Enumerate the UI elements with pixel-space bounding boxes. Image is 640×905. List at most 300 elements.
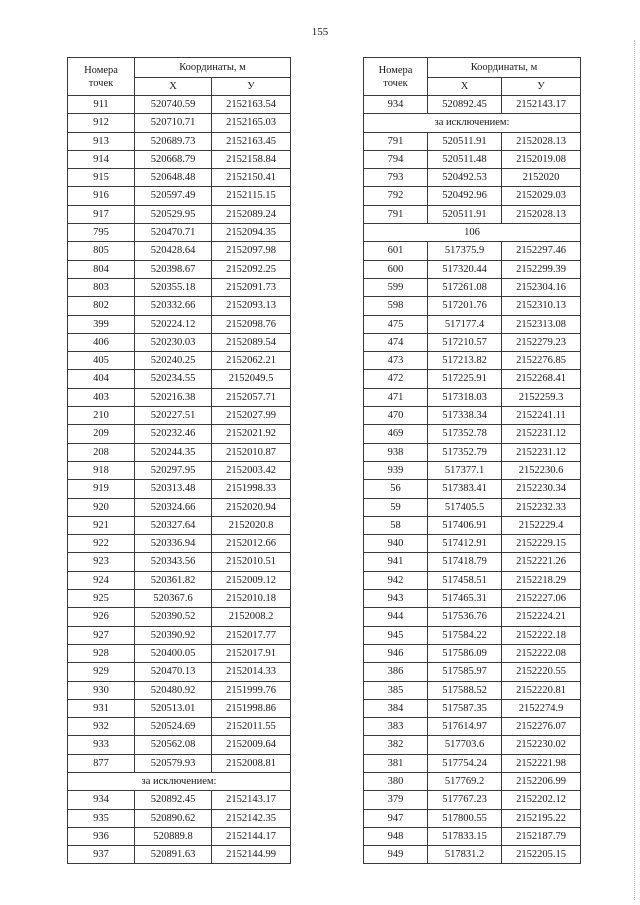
y-coordinate-cell: 2152017.77 [212,626,291,644]
x-coordinate-cell: 517418.79 [428,553,502,571]
table-row [364,132,581,150]
point-number-cell: 471 [364,388,428,406]
y-coordinate-cell: 2152062.21 [212,352,291,370]
x-coordinate-cell: 520524.69 [135,718,212,736]
x-coordinate-cell: 520740.59 [135,96,212,114]
x-coordinate-cell: 517320.44 [428,260,502,278]
y-coordinate-cell: 2152220.81 [502,681,581,699]
point-number-cell: 919 [68,480,135,498]
y-coordinate-cell: 2152027.99 [212,407,291,425]
table-row [68,407,291,425]
y-coordinate-cell: 2152231.12 [502,443,581,461]
y-coordinate-cell: 2152144.17 [212,827,291,845]
point-number-cell: 403 [68,388,135,406]
point-number-cell: 379 [364,791,428,809]
point-number-cell: 399 [68,315,135,333]
point-number-cell: 920 [68,498,135,516]
table-row [364,370,581,388]
point-number-cell: 472 [364,370,428,388]
x-coordinate-cell: 520579.93 [135,754,212,772]
table-row [364,626,581,644]
y-coordinate-cell: 2152012.66 [212,535,291,553]
x-coordinate-cell: 517833.15 [428,827,502,845]
y-coordinate-cell: 2152227.06 [502,590,581,608]
y-coordinate-cell: 2151998.86 [212,699,291,717]
point-number-cell: 599 [364,278,428,296]
table-row [68,96,291,114]
y-coordinate-cell: 2152279.23 [502,333,581,351]
table-row [364,791,581,809]
x-coordinate-cell: 520892.45 [428,96,502,114]
y-coordinate-cell: 2152091.73 [212,278,291,296]
table-row [68,480,291,498]
point-number-cell: 947 [364,809,428,827]
y-coordinate-cell: 2152008.81 [212,754,291,772]
table-row [364,699,581,717]
point-number-cell: 473 [364,352,428,370]
point-number-cell: 925 [68,590,135,608]
table-row [68,425,291,443]
point-number-cell: 938 [364,443,428,461]
y-coordinate-cell: 2152003.42 [212,461,291,479]
point-number-cell: 791 [364,205,428,223]
x-coordinate-cell: 520492.53 [428,169,502,187]
y-coordinate-cell: 2152021.92 [212,425,291,443]
table-row [68,205,291,223]
point-number-cell: 930 [68,681,135,699]
y-coordinate-cell: 2152020.8 [212,516,291,534]
table-row [68,260,291,278]
x-coordinate-cell: 517375.9 [428,242,502,260]
y-coordinate-cell: 2152115.15 [212,187,291,205]
table-row [364,827,581,845]
point-number-cell: 932 [68,718,135,736]
point-number-cell: 940 [364,535,428,553]
point-number-cell: 803 [68,278,135,296]
scan-edge-line [634,40,636,900]
x-coordinate-cell: 520240.25 [135,352,212,370]
point-number-cell: 928 [68,644,135,662]
point-number-cell: 600 [364,260,428,278]
table-body [364,96,581,864]
y-coordinate-cell: 2152011.55 [212,718,291,736]
table-row [364,205,581,223]
table-row [364,333,581,351]
x-coordinate-cell: 520232.46 [135,425,212,443]
point-number-cell: 805 [68,242,135,260]
y-coordinate-cell: 2152008.2 [212,608,291,626]
table-row [68,699,291,717]
table-row [68,187,291,205]
y-coordinate-cell: 2152028.13 [502,132,581,150]
y-coordinate-cell: 2152009.64 [212,736,291,754]
table-row [68,461,291,479]
x-coordinate-cell: 520480.92 [135,681,212,699]
section-label: за исключением: [364,114,581,132]
x-coordinate-cell: 520355.18 [135,278,212,296]
y-coordinate-cell: 2152276.07 [502,718,581,736]
x-coordinate-cell: 517352.78 [428,425,502,443]
point-number-cell: 601 [364,242,428,260]
y-coordinate-cell: 2152093.13 [212,297,291,315]
y-coordinate-cell: 2152010.87 [212,443,291,461]
point-number-cell: 382 [364,736,428,754]
point-number-cell: 939 [364,461,428,479]
point-number-cell: 404 [68,370,135,388]
table-row [68,827,291,845]
y-header: У [212,78,291,96]
table-row [68,443,291,461]
x-coordinate-cell: 517213.82 [428,352,502,370]
point-number-cell: 406 [68,333,135,351]
x-coordinate-cell: 520511.48 [428,150,502,168]
point-number-cell: 924 [68,571,135,589]
y-coordinate-cell: 2152268.41 [502,370,581,388]
y-coordinate-cell: 2152142.35 [212,809,291,827]
x-coordinate-cell: 520313.48 [135,480,212,498]
x-coordinate-cell: 520511.91 [428,205,502,223]
section-label: 106 [364,224,581,242]
table-body [68,96,291,864]
x-coordinate-cell: 517536.76 [428,608,502,626]
point-number-cell: 405 [68,352,135,370]
x-coordinate-cell: 520390.52 [135,608,212,626]
table-row [68,791,291,809]
point-number-cell: 917 [68,205,135,223]
y-coordinate-cell: 2152028.13 [502,205,581,223]
x-coordinate-cell: 520244.35 [135,443,212,461]
point-number-cell: 935 [68,809,135,827]
y-coordinate-cell: 2152230.02 [502,736,581,754]
x-coordinate-cell: 517405.5 [428,498,502,516]
y-coordinate-cell: 2152094.35 [212,224,291,242]
x-coordinate-cell: 517465.31 [428,590,502,608]
x-coordinate-cell: 520327.64 [135,516,212,534]
table-row [364,718,581,736]
y-coordinate-cell: 2152020 [502,169,581,187]
table-row [364,754,581,772]
point-number-cell: 58 [364,516,428,534]
table-row [68,315,291,333]
point-number-cell: 792 [364,187,428,205]
x-coordinate-cell: 517412.91 [428,535,502,553]
x-coordinate-cell: 520689.73 [135,132,212,150]
table-row [68,516,291,534]
point-number-cell: 381 [364,754,428,772]
y-coordinate-cell: 2152143.17 [212,791,291,809]
x-coordinate-cell: 517767.23 [428,791,502,809]
point-number-header: Номера точек [68,58,135,96]
table-row [364,150,581,168]
table-row [364,535,581,553]
y-coordinate-cell: 2152304.16 [502,278,581,296]
x-coordinate-cell: 517769.2 [428,772,502,790]
x-coordinate-cell: 517754.24 [428,754,502,772]
point-number-cell: 926 [68,608,135,626]
x-coordinate-cell: 520332.66 [135,297,212,315]
y-coordinate-cell: 2152230.6 [502,461,581,479]
y-coordinate-cell: 2152222.18 [502,626,581,644]
x-coordinate-cell: 520367.6 [135,590,212,608]
y-coordinate-cell: 2152150.41 [212,169,291,187]
point-number-cell: 931 [68,699,135,717]
x-coordinate-cell: 520562.08 [135,736,212,754]
y-coordinate-cell: 2152089.24 [212,205,291,223]
table-row [364,608,581,626]
point-number-cell: 56 [364,480,428,498]
table-row [364,315,581,333]
x-coordinate-cell: 520216.38 [135,388,212,406]
x-coordinate-cell: 520710.71 [135,114,212,132]
y-coordinate-cell: 2152274.9 [502,699,581,717]
x-coordinate-cell: 520297.95 [135,461,212,479]
x-coordinate-cell: 520470.71 [135,224,212,242]
point-number-cell: 936 [68,827,135,845]
x-coordinate-cell: 517201.76 [428,297,502,315]
x-coordinate-cell: 520890.62 [135,809,212,827]
point-number-cell: 385 [364,681,428,699]
y-coordinate-cell: 2152232.33 [502,498,581,516]
y-coordinate-cell: 2152098.76 [212,315,291,333]
coordinates-table-left [67,57,291,864]
x-coordinate-cell: 520390.92 [135,626,212,644]
x-coordinate-cell: 520648.48 [135,169,212,187]
point-number-cell: 380 [364,772,428,790]
table-row [68,590,291,608]
table-row [68,388,291,406]
y-header: У [502,78,581,96]
x-coordinate-cell: 517406.91 [428,516,502,534]
point-number-cell: 912 [68,114,135,132]
y-coordinate-cell: 2152163.45 [212,132,291,150]
y-coordinate-cell: 2152097.98 [212,242,291,260]
table-row [68,553,291,571]
x-header: X [135,78,212,96]
point-number-cell: 208 [68,443,135,461]
y-coordinate-cell: 2152229.15 [502,535,581,553]
table-row [364,772,581,790]
point-number-cell: 877 [68,754,135,772]
y-coordinate-cell: 2152224.21 [502,608,581,626]
y-coordinate-cell: 2152206.99 [502,772,581,790]
x-coordinate-cell: 517587.35 [428,699,502,717]
y-coordinate-cell: 2152089.54 [212,333,291,351]
point-number-cell: 383 [364,718,428,736]
table-row [68,681,291,699]
table-row [364,278,581,296]
x-coordinate-cell: 517831.2 [428,846,502,864]
table-row [364,809,581,827]
point-number-cell: 802 [68,297,135,315]
table-row [68,754,291,772]
point-number-cell: 927 [68,626,135,644]
y-coordinate-cell: 2152019.08 [502,150,581,168]
table-row [68,535,291,553]
y-coordinate-cell: 2152221.26 [502,553,581,571]
table-row [364,187,581,205]
x-coordinate-cell: 517703.6 [428,736,502,754]
x-coordinate-cell: 517588.52 [428,681,502,699]
x-coordinate-cell: 517584.22 [428,626,502,644]
table-row [68,626,291,644]
point-number-cell: 922 [68,535,135,553]
point-number-cell: 793 [364,169,428,187]
x-coordinate-cell: 520428.64 [135,242,212,260]
point-number-cell: 948 [364,827,428,845]
point-number-cell: 384 [364,699,428,717]
table-row [364,553,581,571]
x-coordinate-cell: 520892.45 [135,791,212,809]
x-coordinate-cell: 520891.63 [135,846,212,864]
x-coordinate-cell: 520597.49 [135,187,212,205]
x-coordinate-cell: 520668.79 [135,150,212,168]
y-coordinate-cell: 2152276.85 [502,352,581,370]
y-coordinate-cell: 2152143.17 [502,96,581,114]
point-number-cell: 791 [364,132,428,150]
point-number-cell: 59 [364,498,428,516]
y-coordinate-cell: 2152020.94 [212,498,291,516]
point-number-cell: 929 [68,663,135,681]
x-coordinate-cell: 520398.67 [135,260,212,278]
x-coordinate-cell: 520470.13 [135,663,212,681]
point-number-cell: 474 [364,333,428,351]
point-number-cell: 210 [68,407,135,425]
point-number-cell: 942 [364,571,428,589]
table-row [364,590,581,608]
y-coordinate-cell: 2152220.55 [502,663,581,681]
point-number-cell: 475 [364,315,428,333]
point-number-cell: 209 [68,425,135,443]
point-number-cell: 913 [68,132,135,150]
x-coordinate-cell: 517352.79 [428,443,502,461]
table-row [364,169,581,187]
y-coordinate-cell: 2152222.08 [502,644,581,662]
y-coordinate-cell: 2151998.33 [212,480,291,498]
table-row [68,571,291,589]
x-coordinate-cell: 520511.91 [428,132,502,150]
table-row [364,297,581,315]
x-coordinate-cell: 520324.66 [135,498,212,516]
table-row [364,498,581,516]
point-number-cell: 944 [364,608,428,626]
y-coordinate-cell: 2152010.51 [212,553,291,571]
y-coordinate-cell: 2152259.3 [502,388,581,406]
x-coordinate-cell: 520234.55 [135,370,212,388]
y-coordinate-cell: 2152195.22 [502,809,581,827]
x-coordinate-cell: 517210.57 [428,333,502,351]
x-coordinate-cell: 520336.94 [135,535,212,553]
point-number-cell: 921 [68,516,135,534]
table-section-row [364,114,581,132]
table-row [364,516,581,534]
point-number-cell: 911 [68,96,135,114]
table-row [68,608,291,626]
y-coordinate-cell: 2151999.76 [212,681,291,699]
table-row [364,480,581,498]
table-row [68,297,291,315]
point-number-cell: 915 [68,169,135,187]
y-coordinate-cell: 2152014.33 [212,663,291,681]
y-coordinate-cell: 2152010.18 [212,590,291,608]
y-coordinate-cell: 2152241.11 [502,407,581,425]
x-coordinate-cell: 520361.82 [135,571,212,589]
point-number-cell: 386 [364,663,428,681]
coordinates-header: Координаты, м [428,58,581,78]
table-row [68,663,291,681]
point-number-cell: 945 [364,626,428,644]
coordinates-header: Координаты, м [135,58,291,78]
y-coordinate-cell: 2152218.29 [502,571,581,589]
point-number-cell: 795 [68,224,135,242]
table-row [364,846,581,864]
table-row [364,736,581,754]
table-row [68,224,291,242]
point-number-cell: 943 [364,590,428,608]
point-number-cell: 470 [364,407,428,425]
point-number-cell: 794 [364,150,428,168]
y-coordinate-cell: 2152144.99 [212,846,291,864]
x-coordinate-cell: 517338.34 [428,407,502,425]
point-number-cell: 941 [364,553,428,571]
table-row [364,663,581,681]
table-row [364,461,581,479]
point-number-cell: 946 [364,644,428,662]
x-coordinate-cell: 517383.41 [428,480,502,498]
table-row [364,242,581,260]
y-coordinate-cell: 2152187.79 [502,827,581,845]
table-row [364,571,581,589]
y-coordinate-cell: 2152310.13 [502,297,581,315]
x-coordinate-cell: 517177.4 [428,315,502,333]
point-number-cell: 916 [68,187,135,205]
table-row [68,333,291,351]
x-coordinate-cell: 517585.97 [428,663,502,681]
table-row [364,407,581,425]
x-coordinate-cell: 517614.97 [428,718,502,736]
y-coordinate-cell: 2152049.5 [212,370,291,388]
x-coordinate-cell: 520889.8 [135,827,212,845]
table-row [364,425,581,443]
table-row [68,809,291,827]
table-row [68,150,291,168]
point-number-cell: 934 [364,96,428,114]
y-coordinate-cell: 2152221.98 [502,754,581,772]
table-row [68,644,291,662]
point-number-cell: 934 [68,791,135,809]
point-number-cell: 933 [68,736,135,754]
y-coordinate-cell: 2152313.08 [502,315,581,333]
x-coordinate-cell: 517377.1 [428,461,502,479]
y-coordinate-cell: 2152299.39 [502,260,581,278]
table-row [68,132,291,150]
point-number-cell: 469 [364,425,428,443]
table-row [68,718,291,736]
x-coordinate-cell: 517800.55 [428,809,502,827]
section-label: за исключением: [68,772,291,790]
x-coordinate-cell: 520513.01 [135,699,212,717]
table-row [68,278,291,296]
table-row [364,681,581,699]
y-coordinate-cell: 2152092.25 [212,260,291,278]
x-coordinate-cell: 517225.91 [428,370,502,388]
table-row [68,498,291,516]
point-number-cell: 937 [68,846,135,864]
table-row [68,169,291,187]
y-coordinate-cell: 2152202.12 [502,791,581,809]
table-section-row [364,224,581,242]
x-coordinate-cell: 520227.51 [135,407,212,425]
x-coordinate-cell: 520230.03 [135,333,212,351]
